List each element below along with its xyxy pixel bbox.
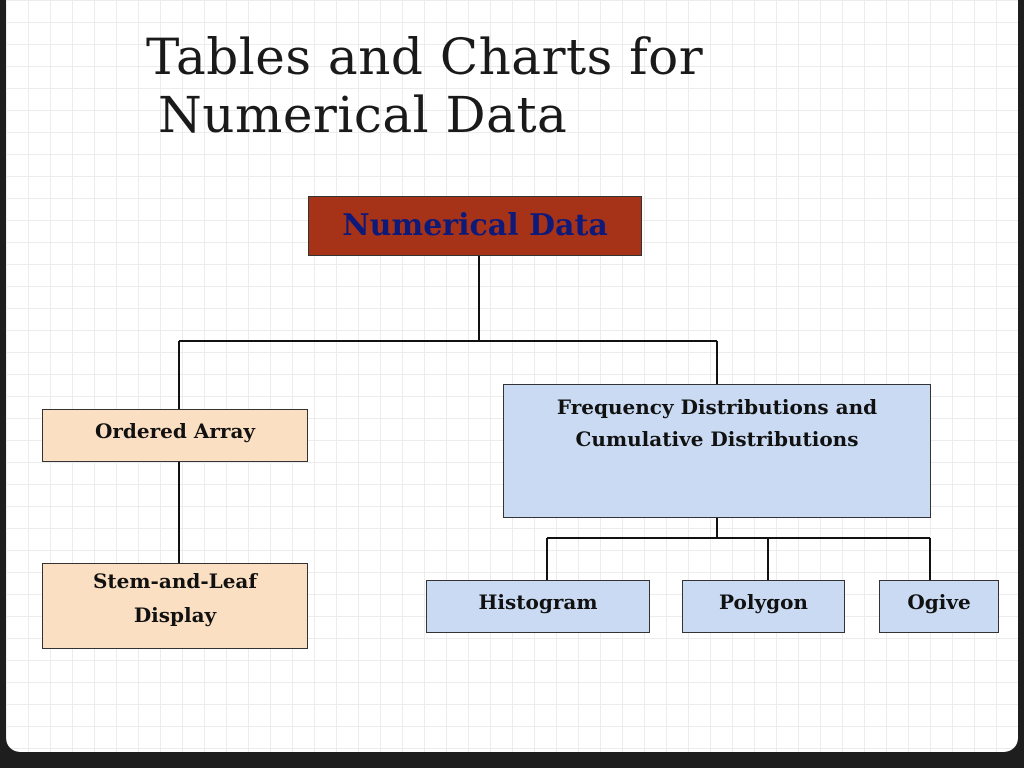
slide-title-line-1: Tables and Charts for bbox=[146, 28, 704, 86]
slide-canvas bbox=[6, 0, 1018, 752]
node-ogive-label: Ogive bbox=[907, 590, 971, 614]
node-frequency-label-2: Cumulative Distributions bbox=[575, 427, 859, 451]
node-frequency-label-1: Frequency Distributions and bbox=[556, 395, 878, 419]
slide-title-line-2: Numerical Data bbox=[158, 86, 568, 144]
node-stem-and-leaf-label-1: Stem-and-Leaf bbox=[92, 569, 257, 593]
node-frequency-distributions bbox=[503, 384, 931, 518]
node-stem-and-leaf-label-2: Display bbox=[133, 603, 217, 627]
node-numerical-data-label: Numerical Data bbox=[342, 208, 608, 243]
node-histogram-label: Histogram bbox=[478, 590, 598, 614]
node-polygon-label: Polygon bbox=[719, 590, 808, 614]
node-ordered-array bbox=[42, 409, 308, 462]
node-stem-and-leaf bbox=[42, 563, 308, 649]
node-ogive bbox=[879, 580, 999, 633]
node-histogram bbox=[426, 580, 650, 633]
node-numerical-data bbox=[308, 196, 642, 256]
node-polygon bbox=[682, 580, 845, 633]
node-ordered-array-label: Ordered Array bbox=[94, 419, 256, 443]
